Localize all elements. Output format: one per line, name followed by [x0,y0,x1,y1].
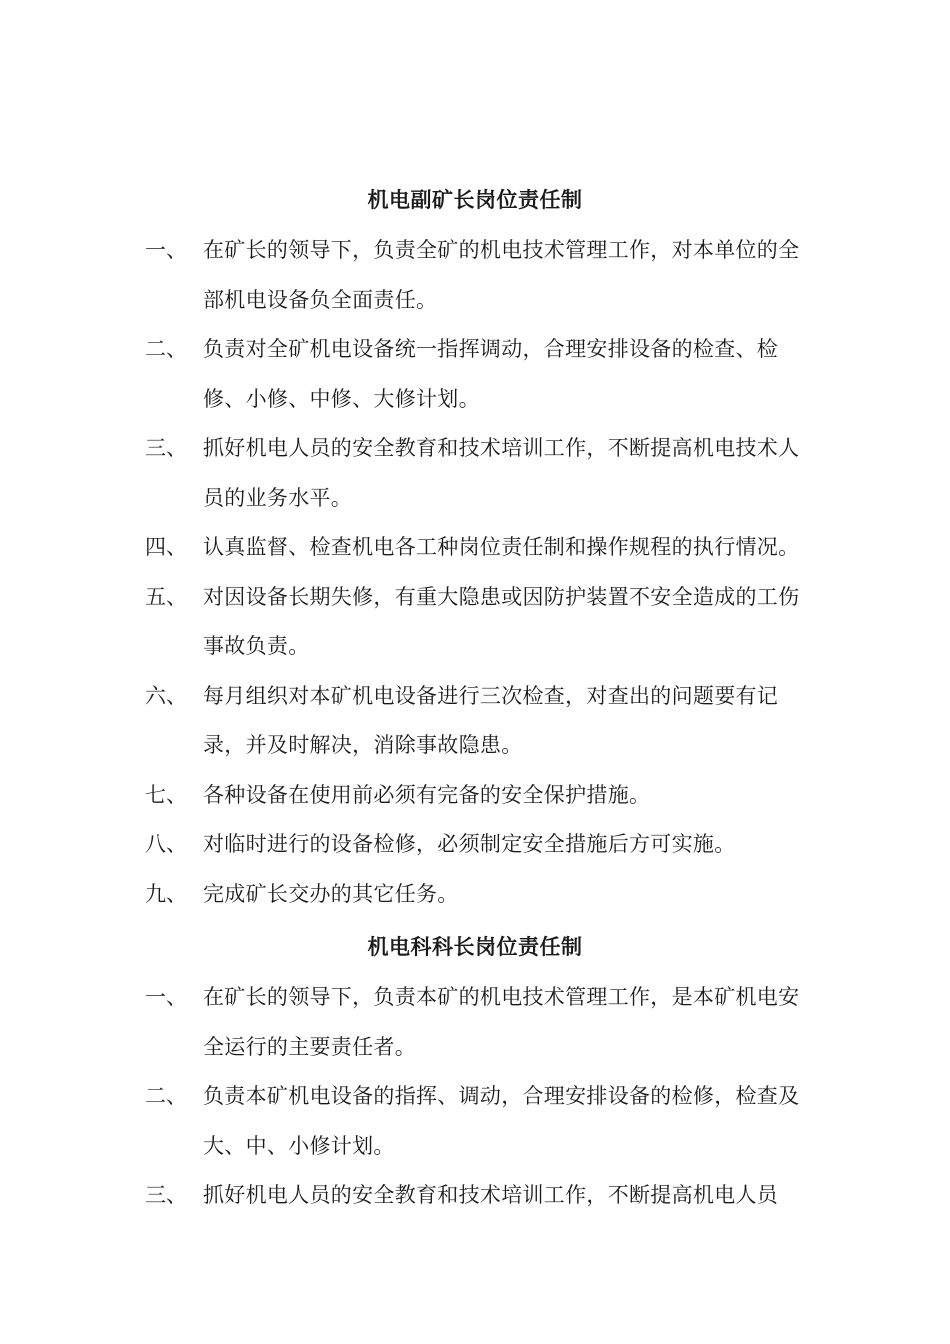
item-number: 一、 [145,985,187,1009]
list-item [145,870,810,920]
item-number: 三、 [145,1183,187,1207]
list-item [145,325,810,424]
list-item [145,672,810,771]
item-number: 八、 [145,832,187,856]
section-vice-mine-manager [0,180,950,919]
item-number: 一、 [145,238,187,262]
list-item [145,523,810,573]
list-item [145,820,810,870]
item-number: 六、 [145,683,187,708]
item-number: 五、 [145,584,187,609]
item-text: 对临时进行的设备检修，必须制定安全措施后方可实施。 [203,832,736,856]
item-number: 七、 [145,782,187,807]
item-number: 九、 [145,881,187,906]
item-text: 对因设备长期失修，有重大隐患或因防护装置不安全造成的工伤事故负责。 [203,584,800,658]
list-item [145,573,810,672]
list-item [145,1171,810,1221]
section-title: 机电副矿长岗位责任制 [367,187,583,212]
item-text: 各种设备在使用前必须有完备的安全保护措施。 [203,782,651,807]
item-text: 负责对全矿机电设备统一指挥调动，合理安排设备的检查、检修、小修、中修、大修计划。 [203,337,779,411]
item-text: 抓好机电人员的安全教育和技术培训工作，不断提高机电技术人员的业务水平。 [203,436,800,510]
list-item [145,1072,810,1171]
item-text: 认真监督、检查机电各工种岗位责任制和操作规程的执行情况。 [203,535,800,559]
item-number: 三、 [145,436,187,460]
item-text: 每月组织对本矿机电设备进行三次检查，对查出的问题要有记录，并及时解决，消除事故隐患。 [203,683,779,757]
list-item [145,771,810,821]
list-item [145,973,810,1072]
item-number: 二、 [145,1084,187,1108]
item-number: 四、 [145,535,187,559]
item-text: 负责本矿机电设备的指挥、调动，合理安排设备的检修，检查及大、中、小修计划。 [203,1084,800,1158]
section-electromechanical-chief [0,927,950,1221]
section-title: 机电科科长岗位责任制 [367,934,583,959]
list-item [145,226,810,325]
item-text: 在矿长的领导下，负责本矿的机电技术管理工作，是本矿机电安全运行的主要责任者。 [203,985,800,1059]
item-text: 在矿长的领导下，负责全矿的机电技术管理工作，对本单位的全部机电设备负全面责任。 [203,238,800,312]
item-number: 二、 [145,337,187,361]
list-item [145,424,810,523]
item-text: 完成矿长交办的其它任务。 [203,881,459,906]
item-text: 抓好机电人员的安全教育和技术培训工作，不断提高机电人员 [203,1183,779,1207]
